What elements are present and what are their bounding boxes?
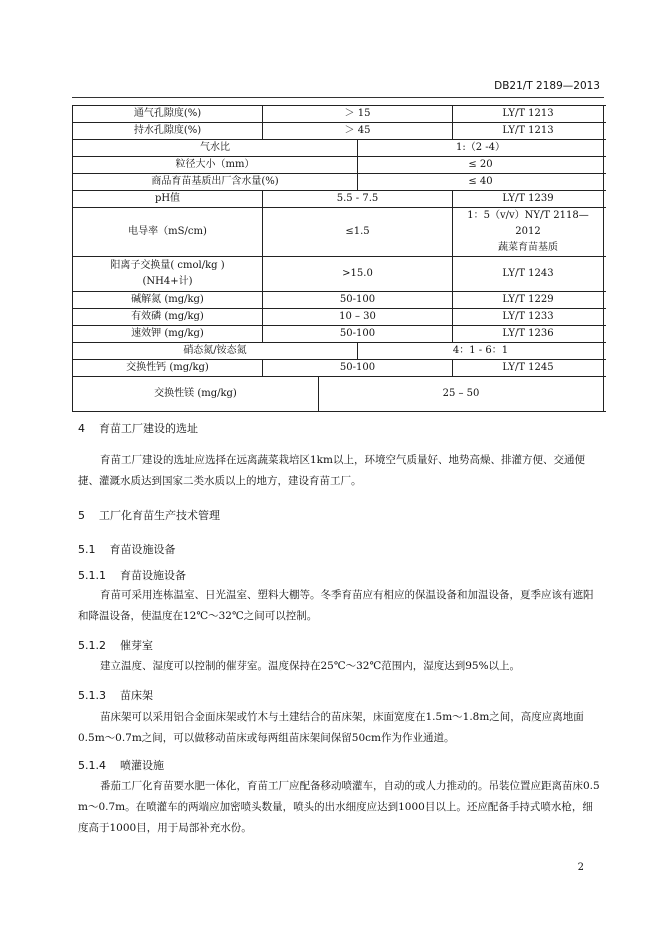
table-cell (319, 377, 604, 411)
table-cell (263, 309, 453, 325)
cell-text: 1:（2 -4） (455, 142, 505, 153)
section-5-1-1-paragraph: 育苗可采用连栋温室、日光温室、塑料大棚等。冬季育苗应有相应的保温设备和加温设备，夏季应该有遮阳和降温设备，使温度在12℃～32℃之间可以控制。 (78, 589, 594, 622)
section-number: 5.1.1 (78, 569, 106, 582)
table-cell (453, 326, 604, 342)
table-cell (73, 292, 263, 308)
cell-text: LY/T 1213 (502, 108, 554, 119)
table-cell (73, 343, 358, 359)
section-5-1-3-heading (78, 687, 153, 703)
table-cell (263, 360, 453, 376)
table-cell (358, 174, 604, 190)
cell-text: pH值 (154, 193, 181, 204)
table-cell (263, 208, 453, 256)
cell-text: (NH4+计) (142, 276, 193, 287)
cell-text: 50-100 (339, 362, 376, 373)
table-row (73, 208, 606, 257)
cell-text: 碱解氮 (mg/kg) (131, 294, 204, 305)
section-5-1-4-paragraph: 番茄工厂化育苗要水肥一体化，育苗工厂应配备移动喷灌车，自动的或人力推动的。吊装位置应距离苗床0.5 m～0.7m。在喷灌车的两端应加密喷头数量，喷头的出水细度应达到1000目以上。还应配备手持式喷水枪，细度高于1000目，用于局部补充水份。 (78, 780, 600, 834)
section-number: 5.1.2 (78, 639, 106, 652)
cell-text: LY/T 1236 (502, 328, 554, 339)
cell-text: 1：5（v/v）NY/T 2118—2012 (467, 210, 589, 237)
section-number: 5 (78, 509, 85, 522)
cell-text: 交换性钙 (mg/kg) (126, 362, 209, 373)
cell-text: 50-100 (339, 328, 376, 339)
cell-text: 4：1 - 6：1 (452, 345, 509, 356)
table-cell (263, 257, 453, 291)
table-cell (263, 191, 453, 207)
table-cell (73, 377, 319, 411)
table-cell (453, 360, 604, 376)
cell-text: 25 – 50 (442, 388, 480, 399)
section-title: 育苗设施设备 (120, 569, 186, 582)
table-cell (73, 208, 263, 256)
table-row (73, 191, 606, 208)
table-row (73, 377, 606, 412)
section-5-heading (78, 507, 220, 523)
cell-text: LY/T 1213 (502, 125, 554, 136)
table-row (73, 326, 606, 343)
table-cell (73, 191, 263, 207)
table-cell (263, 106, 453, 122)
cell-text: LY/T 1233 (502, 311, 554, 322)
table-cell (73, 309, 263, 325)
section-4-heading (78, 420, 198, 436)
table-cell (73, 157, 358, 173)
section-title: 催芽室 (120, 639, 153, 652)
table-cell (73, 326, 263, 342)
table-row (73, 157, 606, 174)
table-cell (263, 123, 453, 139)
table-cell (453, 191, 604, 207)
table-row (73, 309, 606, 326)
standard-code: DB21/T 2189—2013 (494, 80, 600, 92)
section-number: 5.1.3 (78, 689, 106, 702)
table-cell (453, 309, 604, 325)
section-5-1-heading (78, 541, 176, 557)
cell-text: 粒径大小（mm） (175, 159, 255, 170)
cell-text: ＞ 45 (344, 125, 371, 136)
cell-text: >15.0 (342, 268, 373, 279)
cell-text: 商品育苗基质出厂含水量(%) (151, 176, 279, 187)
section-title: 苗床架 (120, 689, 153, 702)
table-cell (453, 208, 604, 256)
table-row (73, 292, 606, 309)
cell-text: 10 – 30 (339, 311, 376, 322)
cell-text: 蔬菜育苗基质 (498, 242, 558, 253)
table-row (73, 123, 606, 140)
cell-text: ＞ 15 (344, 108, 371, 119)
section-number: 5.1 (78, 543, 96, 556)
section-5-1-2-paragraph: 建立温度、湿度可以控制的催芽室。温度保持在25℃～32℃范围内，湿度达到95%以上。 (100, 660, 521, 672)
cell-text: 持水孔隙度(%) (133, 125, 202, 136)
table-cell (453, 292, 604, 308)
section-number: 5.1.4 (78, 759, 106, 772)
cell-text: 通气孔隙度(%) (133, 108, 202, 119)
cell-text: LY/T 1243 (502, 268, 554, 279)
section-4-paragraph: 育苗工厂建设的选址应选择在远离蔬菜栽培区1km以上，环境空气质量好、地势高燥、排灌方便、交通便捷、灌溉水质达到国家二类水质以上的地方，建设育苗工厂。 (78, 454, 585, 487)
cell-text: 硝态氮/铵态氮 (183, 345, 247, 356)
page-number: 2 (577, 862, 584, 873)
section-title: 育苗工厂建设的选址 (99, 422, 198, 435)
section-5-1-1-heading (78, 567, 186, 583)
table-row (73, 174, 606, 191)
table-row (73, 257, 606, 292)
section-5-1-2-heading (78, 637, 153, 653)
table-cell (73, 174, 358, 190)
cell-text: ≤ 40 (468, 176, 493, 187)
table-cell (358, 343, 604, 359)
cell-text: 电导率（mS/cm) (128, 226, 207, 237)
table-cell (453, 257, 604, 291)
table-cell (73, 106, 263, 122)
table-row (73, 140, 606, 157)
cell-text: LY/T 1245 (502, 362, 554, 373)
section-number: 4 (78, 422, 85, 435)
table-cell (358, 157, 604, 173)
section-title: 喷灌设施 (120, 759, 164, 772)
cell-text: 速效钾 (mg/kg) (131, 328, 204, 339)
header-rule (72, 97, 604, 98)
table-cell (453, 123, 604, 139)
table-cell (73, 360, 263, 376)
cell-text: 有效磷 (mg/kg) (131, 311, 204, 322)
cell-text: 50-100 (339, 294, 376, 305)
table-cell (73, 257, 263, 291)
cell-text: 气水比 (200, 142, 230, 153)
table-row (73, 360, 606, 377)
section-title: 工厂化育苗生产技术管理 (99, 509, 220, 522)
cell-text: LY/T 1229 (502, 294, 554, 305)
table-row (73, 343, 606, 360)
table-row (73, 106, 606, 123)
cell-text: ≤1.5 (345, 226, 370, 237)
cell-text: 交换性镁 (mg/kg) (154, 388, 237, 399)
table-cell (263, 292, 453, 308)
cell-text: ≤ 20 (468, 159, 493, 170)
cell-text: LY/T 1239 (502, 193, 554, 204)
cell-text: 5.5 - 7.5 (336, 193, 379, 204)
table-cell (73, 123, 263, 139)
parameter-table (72, 105, 606, 412)
section-5-1-4-heading (78, 757, 164, 773)
cell-text: 阳离子交换量( cmol/kg ) (110, 260, 225, 271)
table-cell (453, 106, 604, 122)
section-title: 育苗设施设备 (109, 543, 176, 556)
table-cell (263, 326, 453, 342)
table-cell (358, 140, 604, 156)
section-5-1-3-paragraph: 苗床架可以采用铝合金面床架或竹木与土建结合的苗床架，床面宽度在1.5m～1.8m之间，高度应离地面0.5m～0.7m之间，可以做移动苗床或每两组苗床架间保留50cm作为作业通道。 (78, 711, 584, 744)
table-cell (73, 140, 358, 156)
